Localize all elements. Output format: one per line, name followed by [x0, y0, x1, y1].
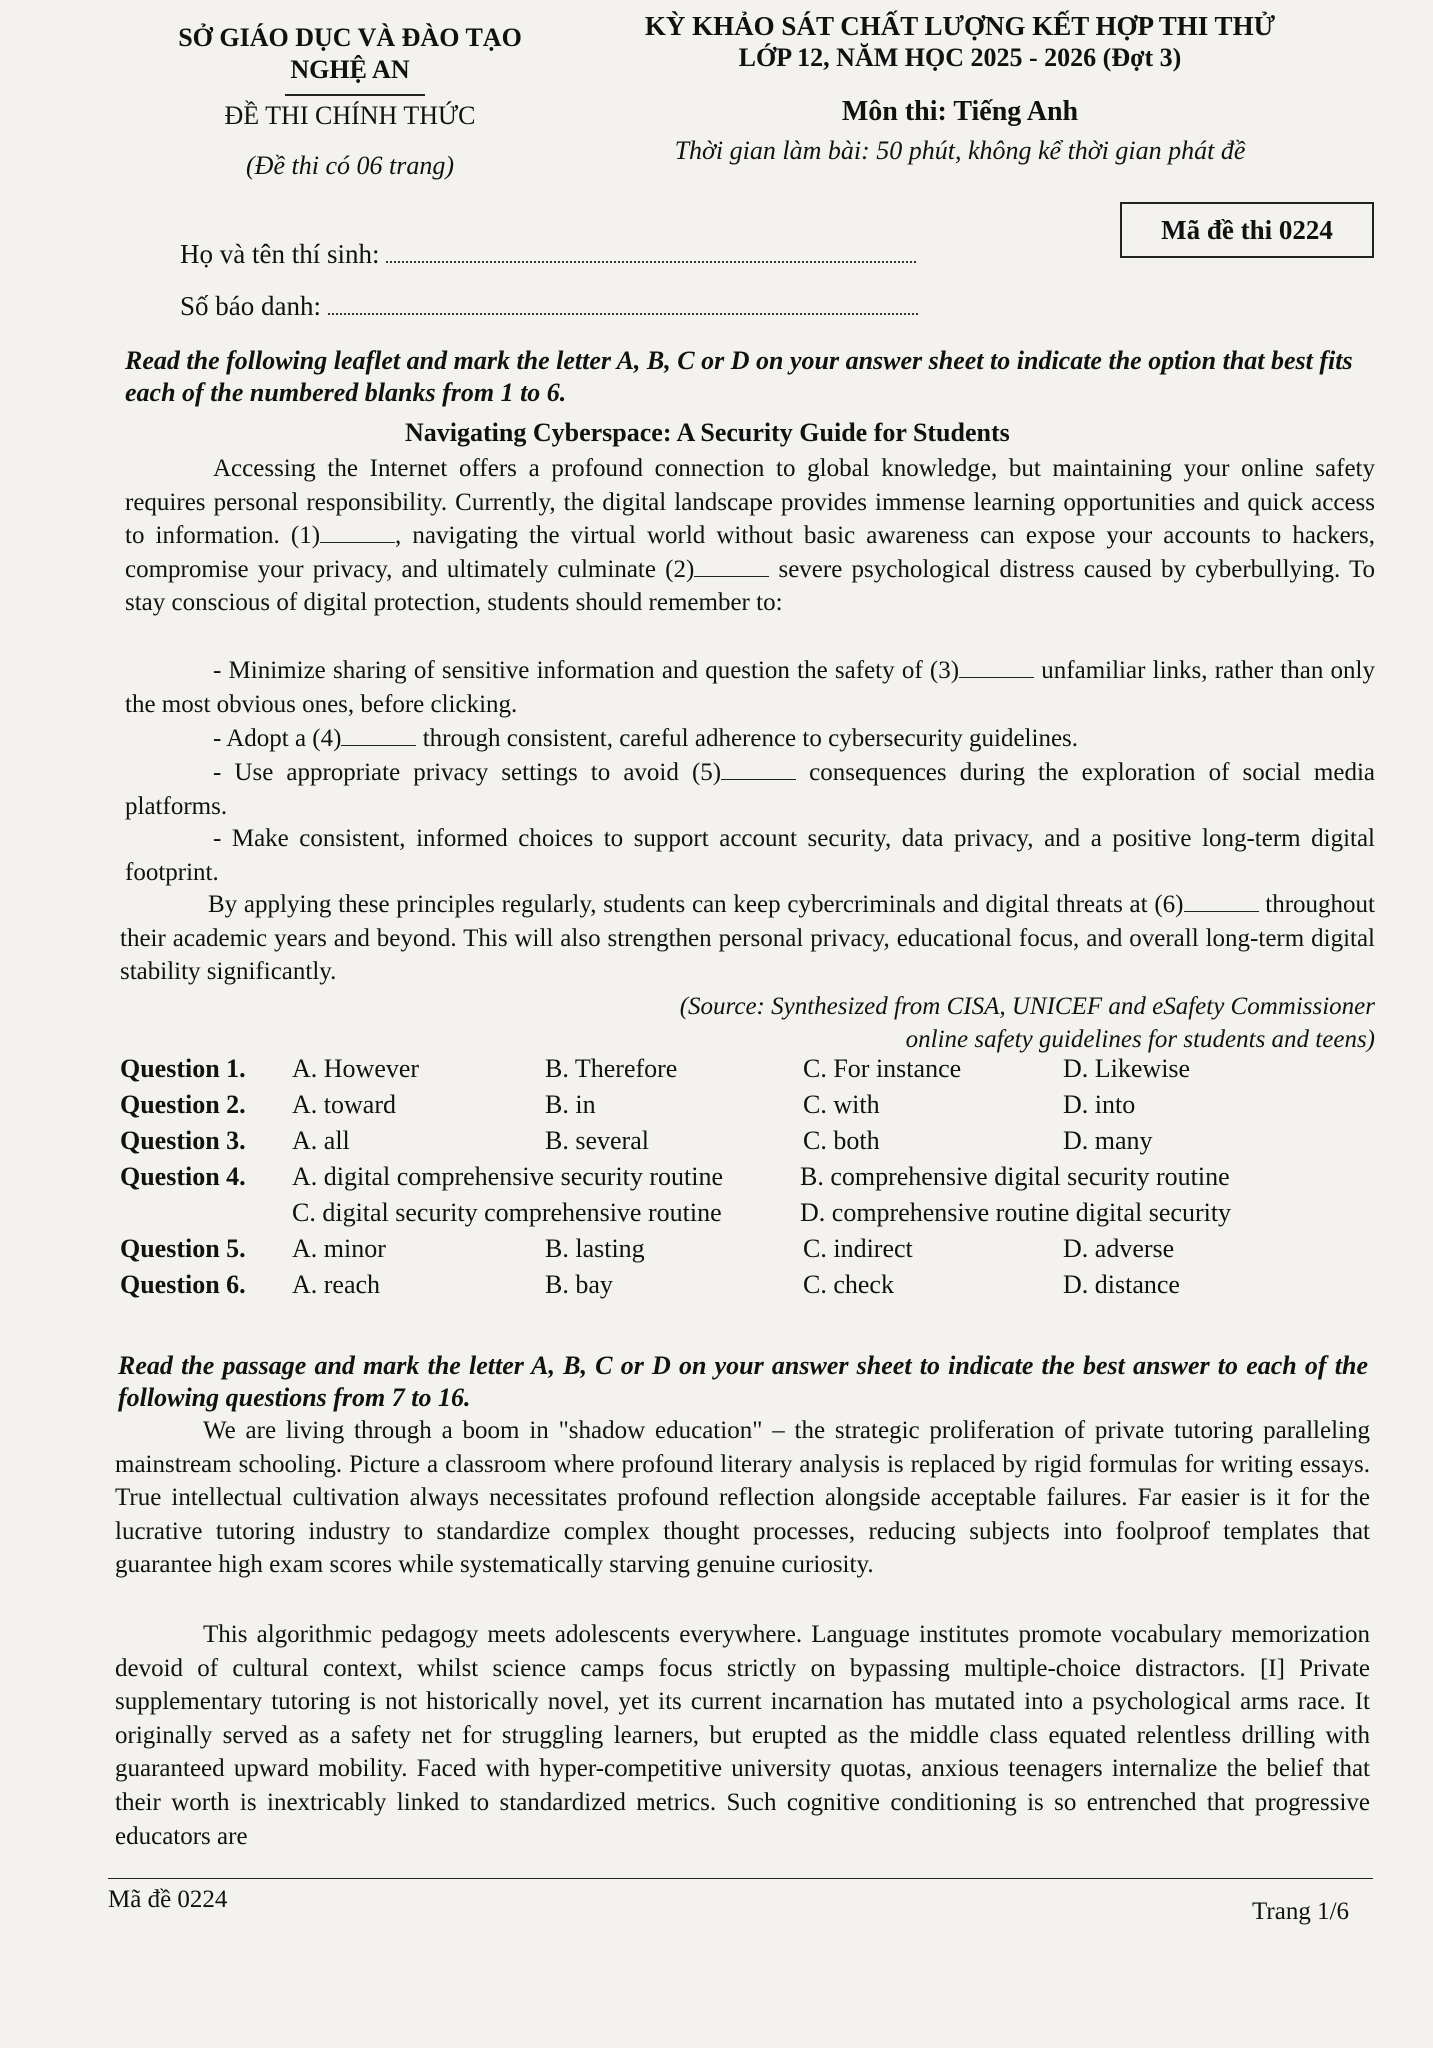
leaflet-p2-part-b: throughout their academic years and beyond. This will also strengthen personal privacy, educational focus, and overall long-term digital stability significantly.: [120, 891, 1375, 986]
option-c[interactable]: C. For instance: [803, 1054, 962, 1083]
question-label: Question 2.: [120, 1090, 246, 1119]
option-d[interactable]: D. adverse: [1063, 1234, 1175, 1263]
province-name: NGHỆ AN: [290, 55, 410, 84]
footer-divider: [108, 1878, 1373, 1879]
official-label: ĐỀ THI CHÍNH THỨC: [224, 101, 476, 130]
option-a[interactable]: A. toward: [292, 1090, 396, 1119]
exam-subject: Môn thi: Tiếng Anh: [841, 96, 1079, 127]
leaflet-source: [680, 990, 1375, 1056]
option-d[interactable]: D. into: [1063, 1090, 1136, 1119]
candidate-id-field[interactable]: [328, 295, 918, 315]
option-c[interactable]: C. check: [803, 1270, 894, 1299]
leaflet-bullet-3: [125, 756, 1375, 823]
option-b[interactable]: B. in: [545, 1090, 596, 1119]
exam-time: Thời gian làm bài: 50 phút, không kể thời gian phát đề: [674, 136, 1246, 165]
header-divider: [285, 94, 425, 96]
option-c[interactable]: C. both: [803, 1126, 880, 1155]
passage-paragraph-1: We are living through a boom in "shadow education" – the strategic proliferation of private tutoring paralleling mainstream schooling. Picture a classroom where profound literary analysis is replaced by rigid formulas for writing essays. True intellectual cultivation always necessitates profound reflection alongside acceptable failures. Far easier is it for the lucrative tutoring industry to standardize complex thought processes, reducing subjects into foolproof templates that guarantee high exam scores while systematically starving genuine curiosity.: [115, 1417, 1370, 1579]
blank-5: [721, 779, 796, 780]
bullet1-part-b: unfamiliar links, rather than only the most obvious ones, before clicking.: [125, 657, 1375, 718]
blank-2: [694, 576, 769, 577]
question-row: [120, 1090, 1380, 1124]
leaflet-paragraph-2: [120, 888, 1375, 989]
leaflet-bullet-4: - Make consistent, informed choices to support account security, data privacy, and a positive long-term digital footprint.: [125, 825, 1375, 886]
question-row: [120, 1270, 1380, 1304]
question-row: [120, 1198, 1380, 1232]
candidate-name-label: Họ và tên thí sinh:: [180, 239, 380, 269]
source-line-2: online safety guidelines for students and teens): [905, 1026, 1375, 1053]
leaflet-paragraph-1: [125, 452, 1375, 620]
department-name: SỞ GIÁO DỤC VÀ ĐÀO TẠO: [178, 23, 522, 52]
question-label: Question 3.: [120, 1126, 246, 1155]
option-b[interactable]: B. Therefore: [545, 1054, 678, 1083]
exam-title: KỲ KHẢO SÁT CHẤT LƯỢNG KẾT HỢP THI THỬ: [644, 11, 1276, 41]
leaflet-p1-part-c: severe psychological distress caused by cyberbullying. To stay conscious of digital protection, students should remember to:: [125, 555, 1375, 617]
blank-6: [1184, 911, 1259, 912]
section1-instruction: Read the following leaflet and mark the letter A, B, C or D on your answer sheet to indicate the option that best fits each of the numbered blanks from 1 to 6.: [125, 346, 1353, 407]
bullet3-part-b: consequences during the exploration of social media platforms.: [125, 759, 1375, 820]
candidate-id-row: [180, 290, 918, 322]
question-label: Question 1.: [120, 1054, 246, 1083]
candidate-id-label: Số báo danh:: [180, 291, 321, 321]
footer-exam-code: Mã đề 0224: [108, 1886, 228, 1913]
pages-note: (Đề thi có 06 trang): [246, 151, 454, 180]
exam-grade-year: LỚP 12, NĂM HỌC 2025 - 2026 (Đợt 3): [738, 43, 1182, 72]
option-b[interactable]: B. lasting: [545, 1234, 645, 1263]
option-c[interactable]: C. digital security comprehensive routine: [292, 1198, 722, 1227]
option-a[interactable]: A. reach: [292, 1270, 381, 1299]
source-line-1: (Source: Synthesized from CISA, UNICEF and eSafety Commissioner: [679, 993, 1375, 1020]
blank-4: [341, 745, 416, 746]
question-row: [120, 1234, 1380, 1268]
leaflet-p2-part-a: By applying these principles regularly, students can keep cybercriminals and digital threats at (6): [208, 891, 1184, 918]
exam-code-box: Mã đề thi 0224: [1120, 202, 1374, 258]
leaflet-title: Navigating Cyberspace: A Security Guide for Students: [405, 418, 1010, 447]
question-label: Question 5.: [120, 1234, 246, 1263]
leaflet-p1-part-b: , navigating the virtual world without basic awareness can expose your accounts to hackers, compromise your privacy, and ultimately culminate (2): [125, 522, 1375, 583]
question-label: Question 6.: [120, 1270, 246, 1299]
option-b[interactable]: B. bay: [545, 1270, 613, 1299]
leaflet-p1-part-a: Accessing the Internet offers a profound connection to global knowledge, but maintaining your online safety requires personal responsibility. Currently, the digital landscape provides immense learning opportunities and quick access to information. (1): [125, 455, 1375, 550]
option-a[interactable]: A. However: [292, 1054, 420, 1083]
option-a[interactable]: A. digital comprehensive security routine: [292, 1162, 724, 1191]
question-label: Question 4.: [120, 1162, 246, 1191]
bullet2-part-b: through consistent, careful adherence to cybersecurity guidelines.: [416, 725, 1079, 752]
option-c[interactable]: C. indirect: [803, 1234, 913, 1263]
option-d[interactable]: D. distance: [1063, 1270, 1180, 1299]
option-d[interactable]: D. Likewise: [1063, 1054, 1191, 1083]
option-c[interactable]: C. with: [803, 1090, 880, 1119]
leaflet-bullet-2: [125, 722, 1375, 756]
bullet3-part-a: - Use appropriate privacy settings to avoid (5): [213, 759, 722, 786]
candidate-name-field[interactable]: [386, 243, 916, 263]
question-row: [120, 1126, 1380, 1160]
section2-instruction: Read the passage and mark the letter A, B, C or D on your answer sheet to indicate the best answer to each of the following questions from 7 to 16.: [118, 1351, 1368, 1412]
option-d[interactable]: D. many: [1063, 1126, 1153, 1155]
option-a[interactable]: A. minor: [292, 1234, 386, 1263]
candidate-name-row: [180, 238, 916, 270]
bullet1-part-a: - Minimize sharing of sensitive information and question the safety of (3): [213, 657, 960, 684]
question-row: [120, 1054, 1380, 1088]
bullet2-part-a: - Adopt a (4): [213, 725, 342, 752]
blank-3: [959, 677, 1034, 678]
option-b[interactable]: B. comprehensive digital security routine: [800, 1162, 1230, 1191]
leaflet-bullet-1: [125, 654, 1375, 721]
passage-paragraph-2: This algorithmic pedagogy meets adolescents everywhere. Language institutes promote vocabulary memorization devoid of cultural context, whilst science camps focus strictly on bypassing multiple-choice distractors. [I] Private supplementary tutoring is not historically novel, yet its current incarnation has mutated into a psychological arms race. It originally served as a safety net for struggling learners, but erupted as the middle class equated relentless drilling with guaranteed upward mobility. Faced with hyper-competitive university quotas, anxious teenagers internalize the belief that their worth is inextricably linked to standardized metrics. Such cognitive conditioning is so entrenched that progressive educators are: [115, 1621, 1370, 1850]
question-row: [120, 1162, 1380, 1196]
footer-page-number: Trang 1/6: [1252, 1898, 1350, 1925]
blank-1: [320, 542, 395, 543]
option-d[interactable]: D. comprehensive routine digital security: [800, 1198, 1232, 1227]
option-b[interactable]: B. several: [545, 1126, 649, 1155]
option-a[interactable]: A. all: [292, 1126, 350, 1155]
